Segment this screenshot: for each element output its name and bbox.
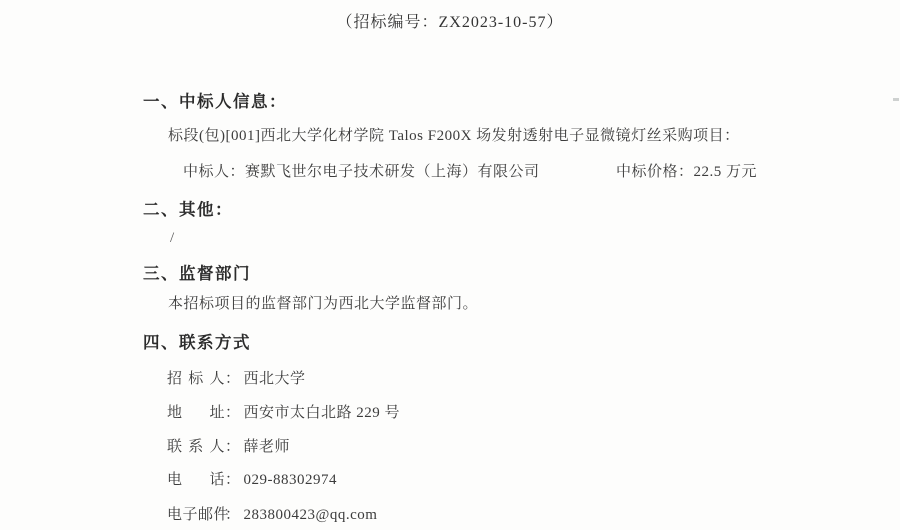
winning-price (616, 160, 757, 181)
package-description-line: 标段(包)[001]西北大学化材学院 Talos F200X 场发射透射电子显微镜灯丝采购项目： (168, 128, 740, 144)
contact-label: 电话 (167, 472, 225, 488)
other-section-body: / (170, 230, 175, 246)
contact-row-phone (167, 468, 337, 489)
contact-value: 西北大学 (243, 371, 306, 387)
price-label: 中标价格： (615, 164, 694, 180)
contact-label: 招标人 (167, 371, 225, 387)
section-heading-supervision: 三、监督部门 (143, 265, 251, 283)
contact-colon: ： (225, 439, 241, 455)
contact-label: 联系人 (167, 439, 225, 455)
section-heading-contact: 四、联系方式 (143, 334, 251, 352)
contact-colon: ： (225, 507, 241, 523)
section-heading-winner-info: 一、中标人信息： (143, 93, 287, 111)
contact-colon: ： (225, 405, 241, 421)
contact-value: 283800423@qq.com (243, 507, 378, 523)
contact-colon: ： (225, 472, 241, 488)
winner-name (183, 160, 540, 181)
contact-label: 地址 (167, 405, 225, 421)
contact-row-tenderer (167, 367, 306, 388)
contact-label: 电子邮件 (167, 507, 230, 523)
contact-value: 029-88302974 (243, 472, 338, 488)
contact-row-address (167, 401, 400, 422)
contact-colon: ： (225, 371, 241, 387)
contact-value: 西安市太白北路 229 号 (243, 405, 401, 421)
section-heading-other: 二、其他： (143, 201, 233, 219)
contact-row-email (167, 503, 377, 524)
supervision-body: 本招标项目的监督部门为西北大学监督部门。 (168, 296, 479, 312)
bid-number-line: （招标编号：ZX2023-10-57） (336, 14, 564, 31)
winner-label: 中标人： (183, 164, 246, 180)
winner-value: 赛默飞世尔电子技术研发（上海）有限公司 (245, 164, 540, 180)
scan-speckle-artifact (893, 98, 899, 101)
contact-row-contact-person (167, 435, 290, 456)
contact-value: 薛老师 (243, 439, 291, 455)
winner-price-line (183, 160, 757, 181)
price-value: 22.5 万元 (693, 164, 757, 180)
